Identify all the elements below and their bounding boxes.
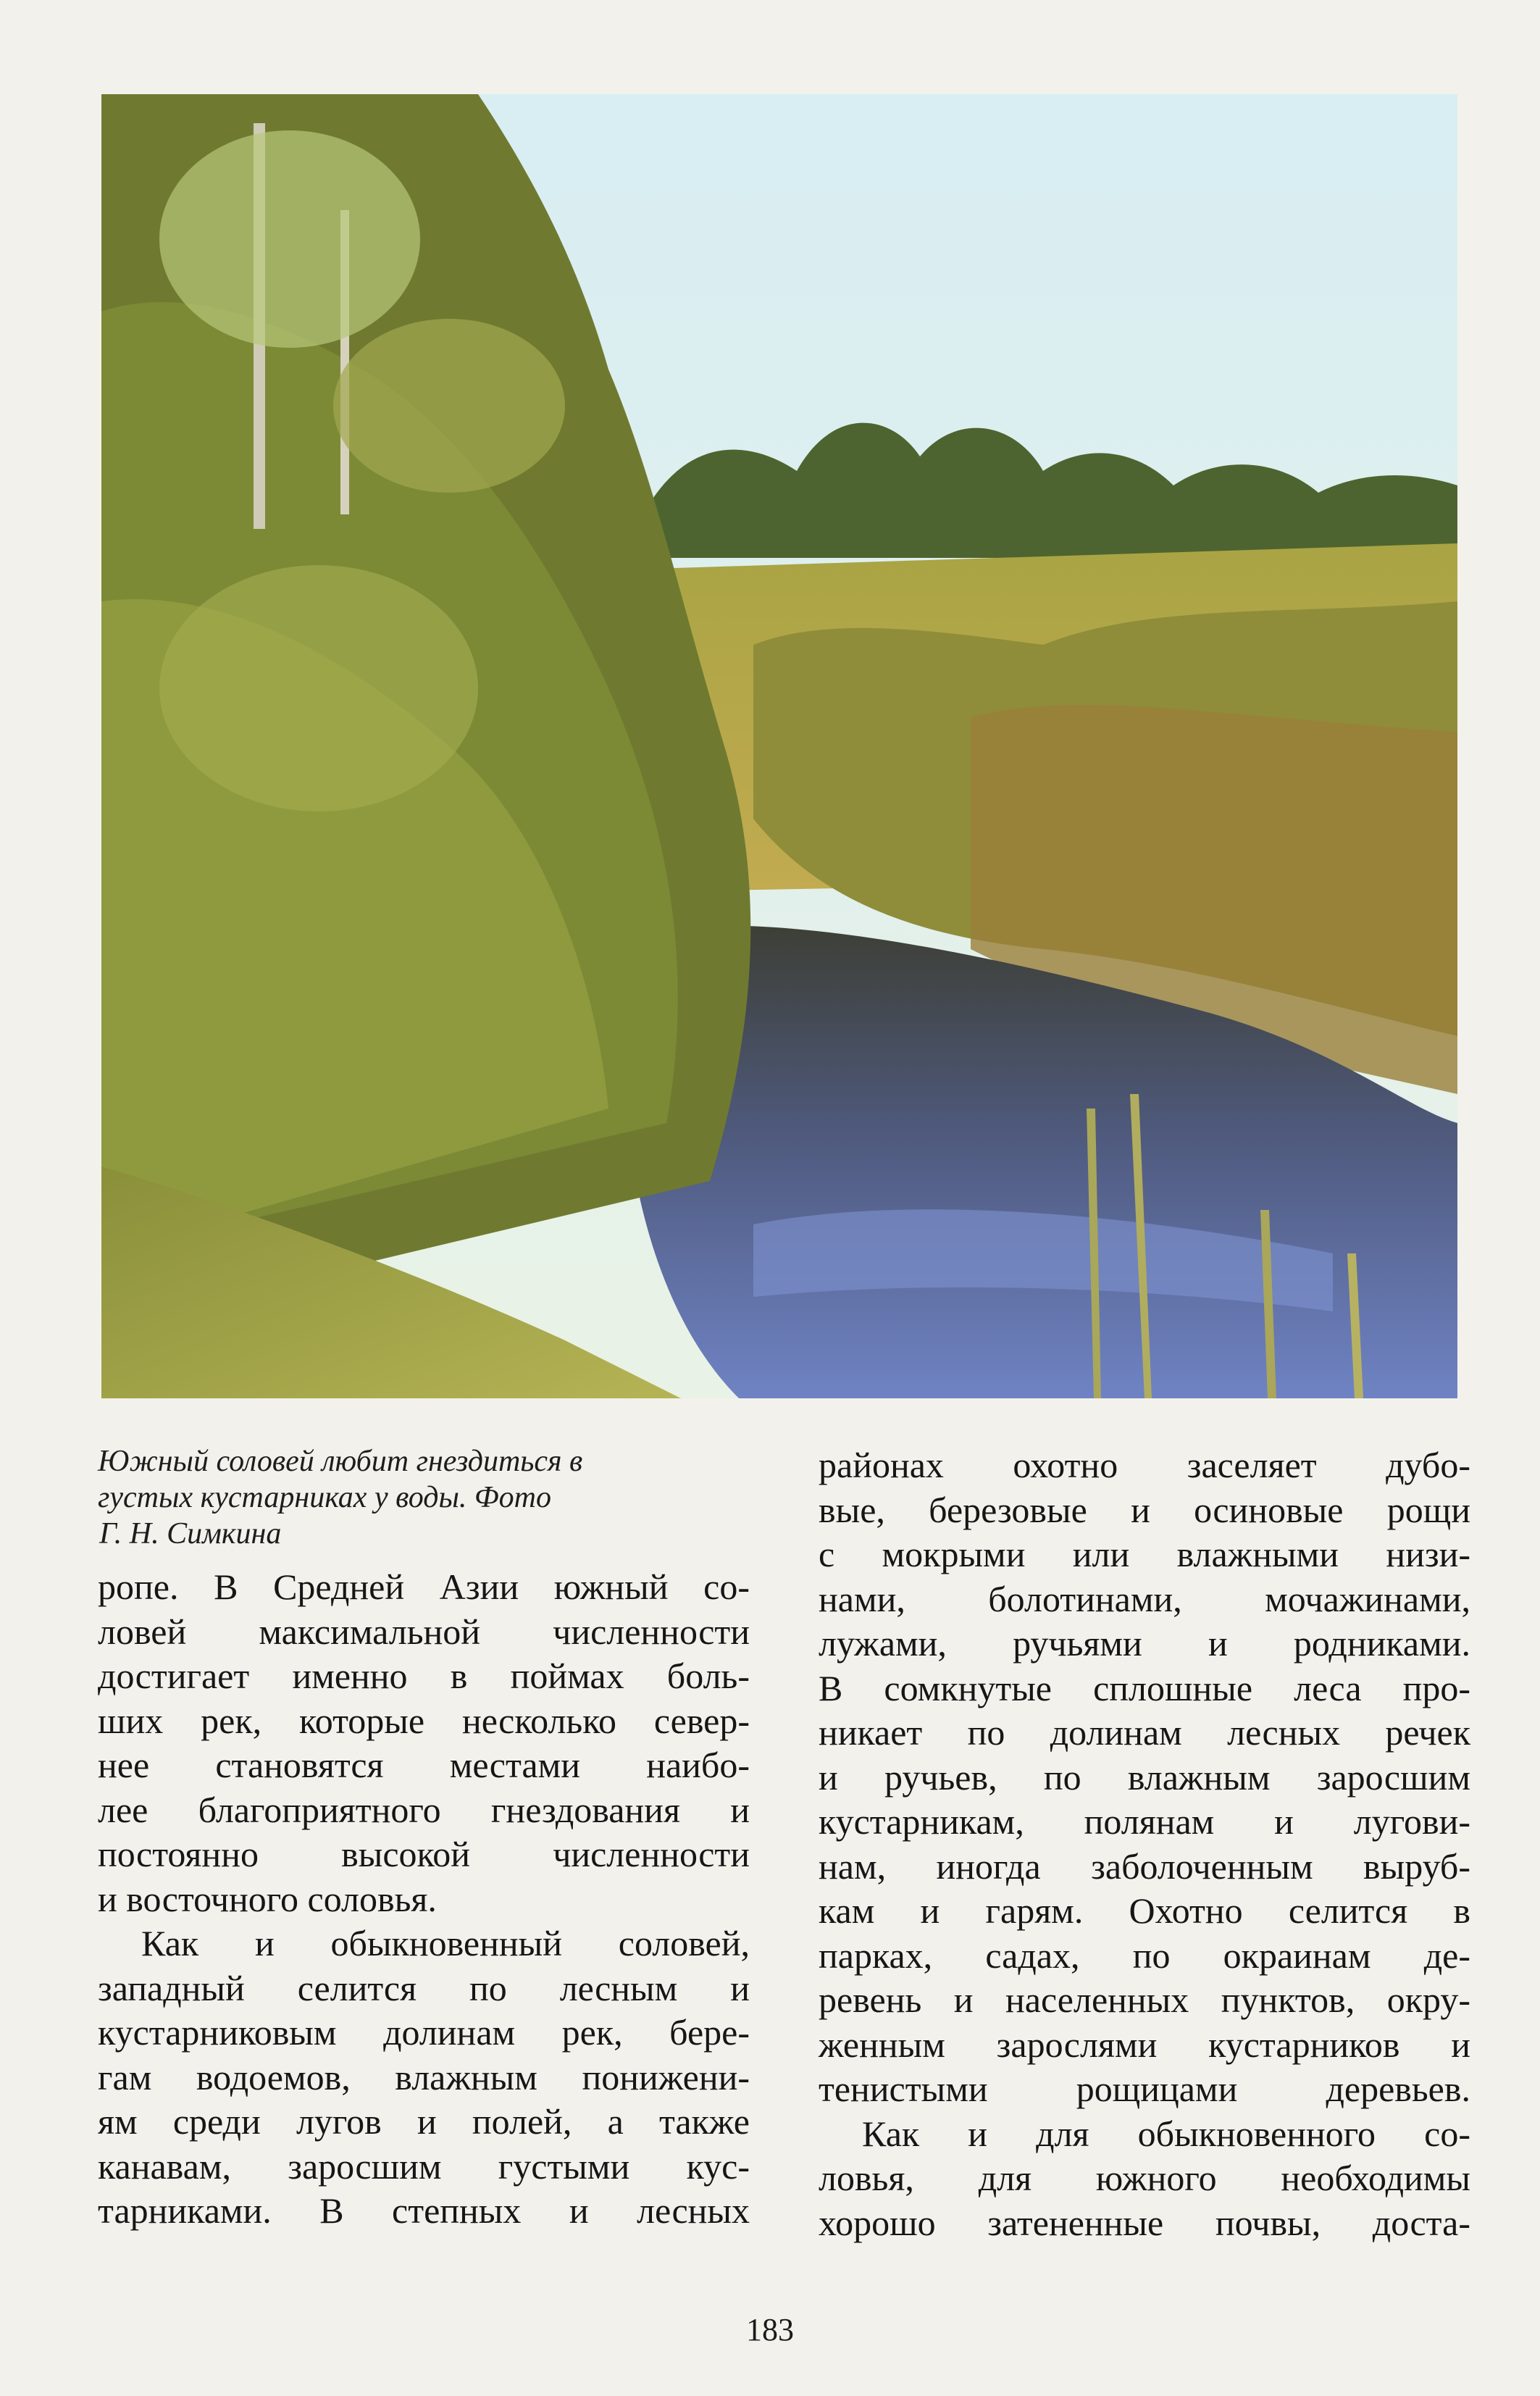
text-line: тарниками. В степных и лесных <box>98 2190 750 2231</box>
caption-line: Г. Н. Симкина <box>99 1517 282 1550</box>
text-line: нам, иногда заболоченным выруб- <box>819 1845 1470 1887</box>
text-line: ропе. В Средней Азии южный со- <box>98 1566 750 1607</box>
text-line: достигает именно в поймах боль- <box>98 1656 750 1696</box>
text-line: В сомкнутые сплошные леса про- <box>819 1667 1470 1708</box>
text-line: районах охотно заселяет дубо- <box>819 1445 1470 1485</box>
text-line: лее благоприятного гнездования и <box>98 1789 750 1830</box>
caption-line: густых кустарниках у воды. Фото <box>98 1481 552 1514</box>
text-line: парках, садах, по окраинам де- <box>819 1934 1470 1976</box>
caption-line: Южный соловей любит гнездиться в <box>98 1445 583 1478</box>
text-line: постоянно высокой численности <box>98 1834 750 1874</box>
photo-illustration <box>101 94 1457 1398</box>
text-line: нами, болотинами, мочажинами, <box>819 1578 1470 1619</box>
text-line: Как и обыкновенный соловей, <box>141 1923 750 1963</box>
text-line: хорошо затененные почвы, доста- <box>819 2202 1470 2243</box>
text-line: западный селится по лесным и <box>98 1967 750 2008</box>
text-line: и ручьев, по влажным заросшим <box>819 1756 1470 1798</box>
text-line: ловья, для южного необходимы <box>819 2158 1470 2198</box>
text-line: с мокрыми или влажными низи- <box>819 1534 1470 1574</box>
text-line: тенистыми рощицами деревьев. <box>819 2069 1470 2109</box>
text-line: и восточного соловья. <box>98 1878 437 1919</box>
text-line: канавам, заросшим густыми кус- <box>98 2145 750 2187</box>
text-line: лужами, ручьями и родниками. <box>819 1623 1470 1664</box>
photo-caption <box>98 1443 771 1552</box>
text-line: никает по долинам лесных речек <box>819 1712 1470 1753</box>
page-number: 183 <box>746 2312 794 2347</box>
text-line: ловей максимальной численности <box>98 1611 750 1652</box>
text-line: гам водоемов, влажным понижени- <box>98 2056 750 2097</box>
text-line: женным зарослями кустарников и <box>819 2024 1470 2065</box>
text-line: ям среди лугов и полей, а также <box>98 2101 750 2142</box>
text-line: ших рек, которые несколько север- <box>98 1700 750 1741</box>
text-line: ревень и населенных пунктов, окру- <box>819 1979 1470 2020</box>
right-text-column <box>819 1443 1470 2245</box>
text-line: нее становятся местами наибо- <box>98 1745 750 1785</box>
text-line: вые, березовые и осиновые рощи <box>819 1489 1470 1530</box>
text-line: кам и гарям. Охотно селится в <box>819 1890 1470 1931</box>
text-line: Как и для обыкновенного со- <box>862 2113 1470 2154</box>
river-bank-photo <box>101 94 1457 1398</box>
left-text-column <box>98 1565 750 2234</box>
text-line: кустарниковым долинам рек, бере- <box>98 2012 750 2053</box>
text-line: кустарникам, полянам и лугови- <box>819 1801 1470 1842</box>
